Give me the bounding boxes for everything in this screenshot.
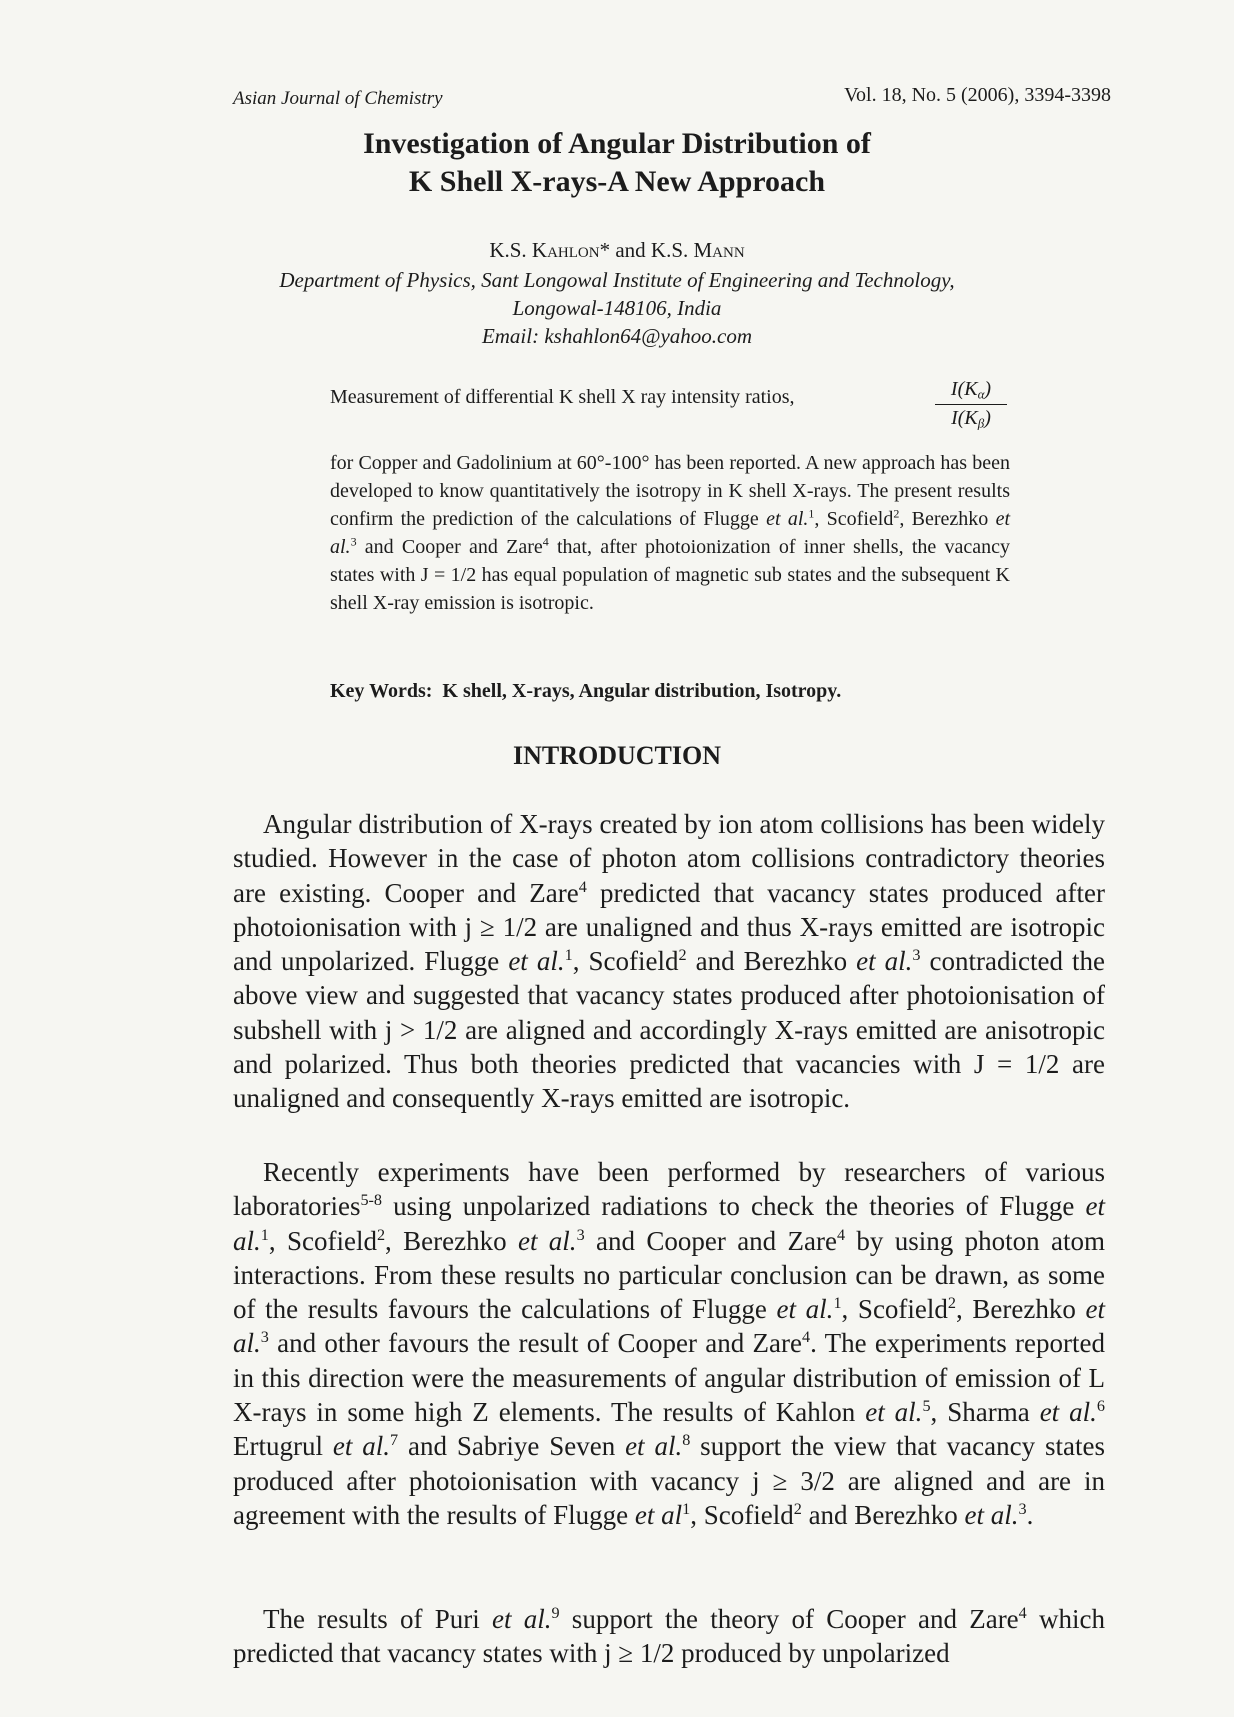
author-conjunction: and bbox=[615, 238, 646, 262]
affiliation-line-1: Department of Physics, Sant Longowal Institute of Engineering and Technology, bbox=[279, 268, 955, 292]
affiliation-line-2: Longowal-148106, India bbox=[512, 296, 722, 320]
ratio-denominator: I(Kβ) bbox=[951, 407, 991, 431]
body-paragraph-2: Recently experiments have been performed by researchers of various laboratories$^{5-8}$ using unpolarized radiations to check the theories of Flugge et al.$^1$, Scofield$^2$, Berezhko et al.$^3$ and Cooper and Zare$^4$ by using photon atom interactions. From these results no particular conclusion can be drawn, as some of the results favours the calculations of Flugge et al.$^1$, Scofield$^2$, Berezhko et al.$^3$ and other favours the result of Cooper and Zare$^4$. The experiments reported in this direction were the measurements of angular distribution of emission of L X-rays in some high Z elements. The results of Kahlon et al.$^5$, Sharma et al.$^6$ Ertugrul et al.$^7$ and Sabriye Seven et al.$^8$ support the view that vacancy states produced after photoionisation with vacancy j ≥ 3/2 are aligned and are in agreement with the results of Flugge et $al^1$, Scofield$^2$ and Berezhko et al.$^3$. bbox=[233, 1157, 1105, 1530]
ratio-numerator: I(Kα) bbox=[935, 378, 1007, 405]
corresponding-mark: * bbox=[599, 238, 611, 262]
keywords-label: Key Words: bbox=[330, 680, 433, 702]
abstract-lead: Measurement of differential K shell X ray intensity ratios, bbox=[330, 386, 795, 408]
email-label: Email: bbox=[481, 324, 540, 348]
body-paragraph-3: The results of Puri et al.$^9$ support the theory of Cooper and Zare$^4$ which predicted that vacancy states with j ≥ 1/2 produced by unpolarized bbox=[233, 1604, 1105, 1669]
keywords bbox=[330, 680, 841, 703]
intensity-ratio-fraction bbox=[935, 378, 1007, 432]
paper-title-line-2: K Shell X-rays-A New Approach bbox=[408, 165, 826, 198]
body-paragraph-1: Angular distribution of X-rays created by ion atom collisions has been widely studied. However in the case of photon atom collisions contradictory theories are existing. Cooper and Zare$^4$ predicted that vacancy states produced after photoionisation with j ≥ 1/2 are unaligned and thus X-rays emitted are isotropic and unpolarized. Flugge et al.$^1$, Scofield$^2$ and Berezhko et al.$^3$ contradicted the above view and suggested that vacancy states produced after photoionisation of subshell with j > 1/2 are aligned and accordingly X-rays emitted are anisotropic and polarized. Thus both theories predicted that vacancies with J = 1/2 are unaligned and consequently X-rays emitted are isotropic. bbox=[233, 809, 1106, 1114]
author-1: K.S. Kahlon bbox=[489, 238, 600, 262]
author-list bbox=[0, 238, 1234, 263]
volume-info: Vol. 18, No. 5 (2006), 3394-3398 bbox=[844, 84, 1111, 106]
affiliation-email bbox=[0, 322, 1234, 350]
email-address[interactable]: kshahlon64@yahoo.com bbox=[544, 324, 753, 348]
section-heading: INTRODUCTION bbox=[512, 741, 722, 770]
author-2: K.S. Mann bbox=[650, 238, 745, 262]
abstract-body: for Copper and Gadolinium at 60°-100° has been reported. A new approach has been developed to know quantitatively the isotropy in K shell X-rays. The present results confirm the prediction of the calculations of Flugge et al.$^1$, Scofield$^2$, Berezhko et al.$^3$ and Cooper and Zare$^4$ that, after photoionization of inner shells, the vacancy states with J = 1/2 has equal population of magnetic sub states and the subsequent K shell X-ray emission is isotropic. bbox=[330, 452, 1011, 614]
keywords-text: K shell, X-rays, Angular distribution, Isotropy. bbox=[442, 680, 842, 702]
paper-title-line-1: Investigation of Angular Distribution of bbox=[363, 127, 871, 160]
journal-name: Asian Journal of Chemistry bbox=[233, 88, 443, 109]
